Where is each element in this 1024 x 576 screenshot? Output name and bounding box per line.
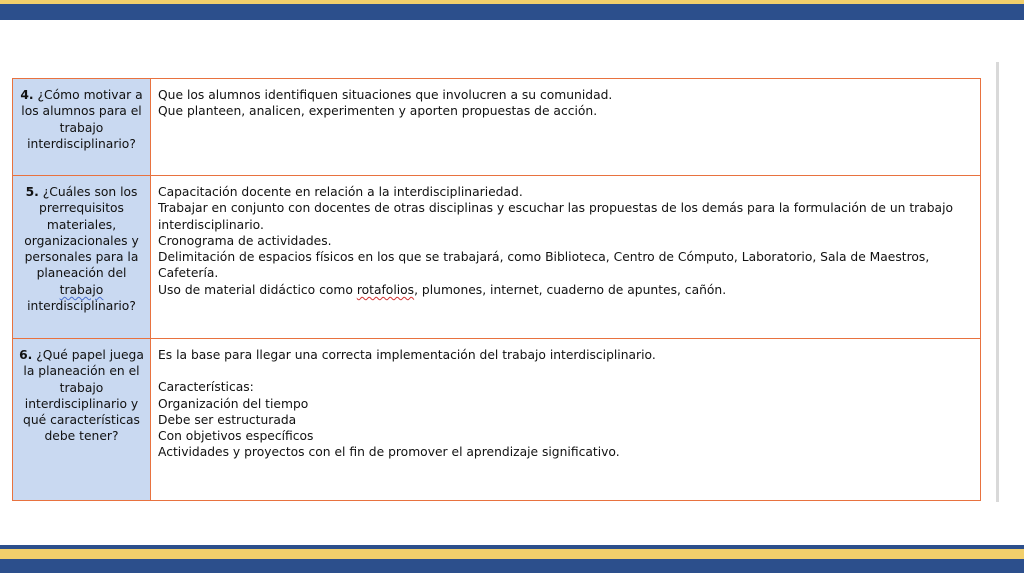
answer-cell: [151, 79, 981, 176]
slide-edge-divider: [996, 62, 999, 502]
answer-intro: Es la base para llegar una correcta implementación del trabajo interdisciplinario.: [158, 348, 656, 362]
question-cell: [13, 339, 151, 501]
bottom-gold-stripe: [0, 549, 1024, 559]
answer-line-last: [158, 282, 974, 298]
question-label-end: interdisciplinario?: [27, 299, 136, 314]
bottom-navy-stripe: [0, 559, 1024, 573]
bottom-brand-band: [0, 545, 1024, 576]
answer-line: Debe ser estructurada: [158, 412, 297, 427]
answer-line: Características:: [158, 380, 254, 395]
interdisciplinary-questions-table: [12, 78, 981, 501]
spellcheck-flagged-word: rotafolios: [356, 282, 415, 297]
answer-text: [151, 79, 980, 120]
question-number: 4.: [20, 88, 34, 102]
question-text: [13, 176, 150, 314]
answer-fragment: , plumones, internet, cuaderno de apuntes, cañón.: [414, 282, 727, 297]
table-row: [13, 176, 981, 339]
table-row: [13, 79, 981, 176]
answer-line: Que los alumnos identifiquen situaciones que involucren a su comunidad.: [158, 88, 613, 102]
question-cell: [13, 176, 151, 339]
answer-text: [151, 176, 980, 298]
question-text: [13, 79, 150, 152]
answer-line: Con objetivos específicos: [158, 429, 314, 444]
answer-line: Organización del tiempo: [158, 396, 309, 411]
question-number: 5.: [25, 185, 39, 199]
answer-line: Capacitación docente en relación a la interdisciplinariedad.: [158, 185, 523, 199]
question-label: ¿Cuáles son los prerrequisitos materiales, organizacionales y personales para la planeación del: [24, 185, 139, 281]
question-cell: [13, 79, 151, 176]
top-navy-stripe: [0, 4, 1024, 20]
answer-fragment: Uso de material didáctico como: [158, 282, 357, 297]
top-brand-band: [0, 0, 1024, 20]
question-label: ¿Cómo motivar a los alumnos para el trabajo interdisciplinario?: [21, 88, 143, 151]
answer-cell: [151, 176, 981, 339]
question-text: [13, 339, 150, 445]
answer-cell: [151, 339, 981, 501]
blank-line: [158, 363, 974, 379]
table-row: [13, 339, 981, 501]
answer-line: Cronograma de actividades.: [158, 233, 332, 248]
answer-line: Actividades y proyectos con el fin de promover el aprendizaje significativo.: [158, 445, 620, 460]
answer-line: Delimitación de espacios físicos en los que se trabajará, como Biblioteca, Centro de Cómputo, Laboratorio, Sala de Maestros, Cafetería.: [158, 250, 930, 281]
answer-text: [151, 339, 980, 461]
question-number: 6.: [19, 348, 33, 362]
answer-line: Trabajar en conjunto con docentes de otras disciplinas y escuchar las propuestas de los demás para la formulación de un trabajo interdisciplinario.: [158, 201, 954, 232]
question-label: ¿Qué papel juega la planeación en el trabajo interdisciplinario y qué características debe tener?: [23, 348, 144, 444]
flagged-word: trabajo: [59, 282, 104, 297]
answer-line: Que planteen, analicen, experimenten y aporten propuestas de acción.: [158, 104, 598, 119]
